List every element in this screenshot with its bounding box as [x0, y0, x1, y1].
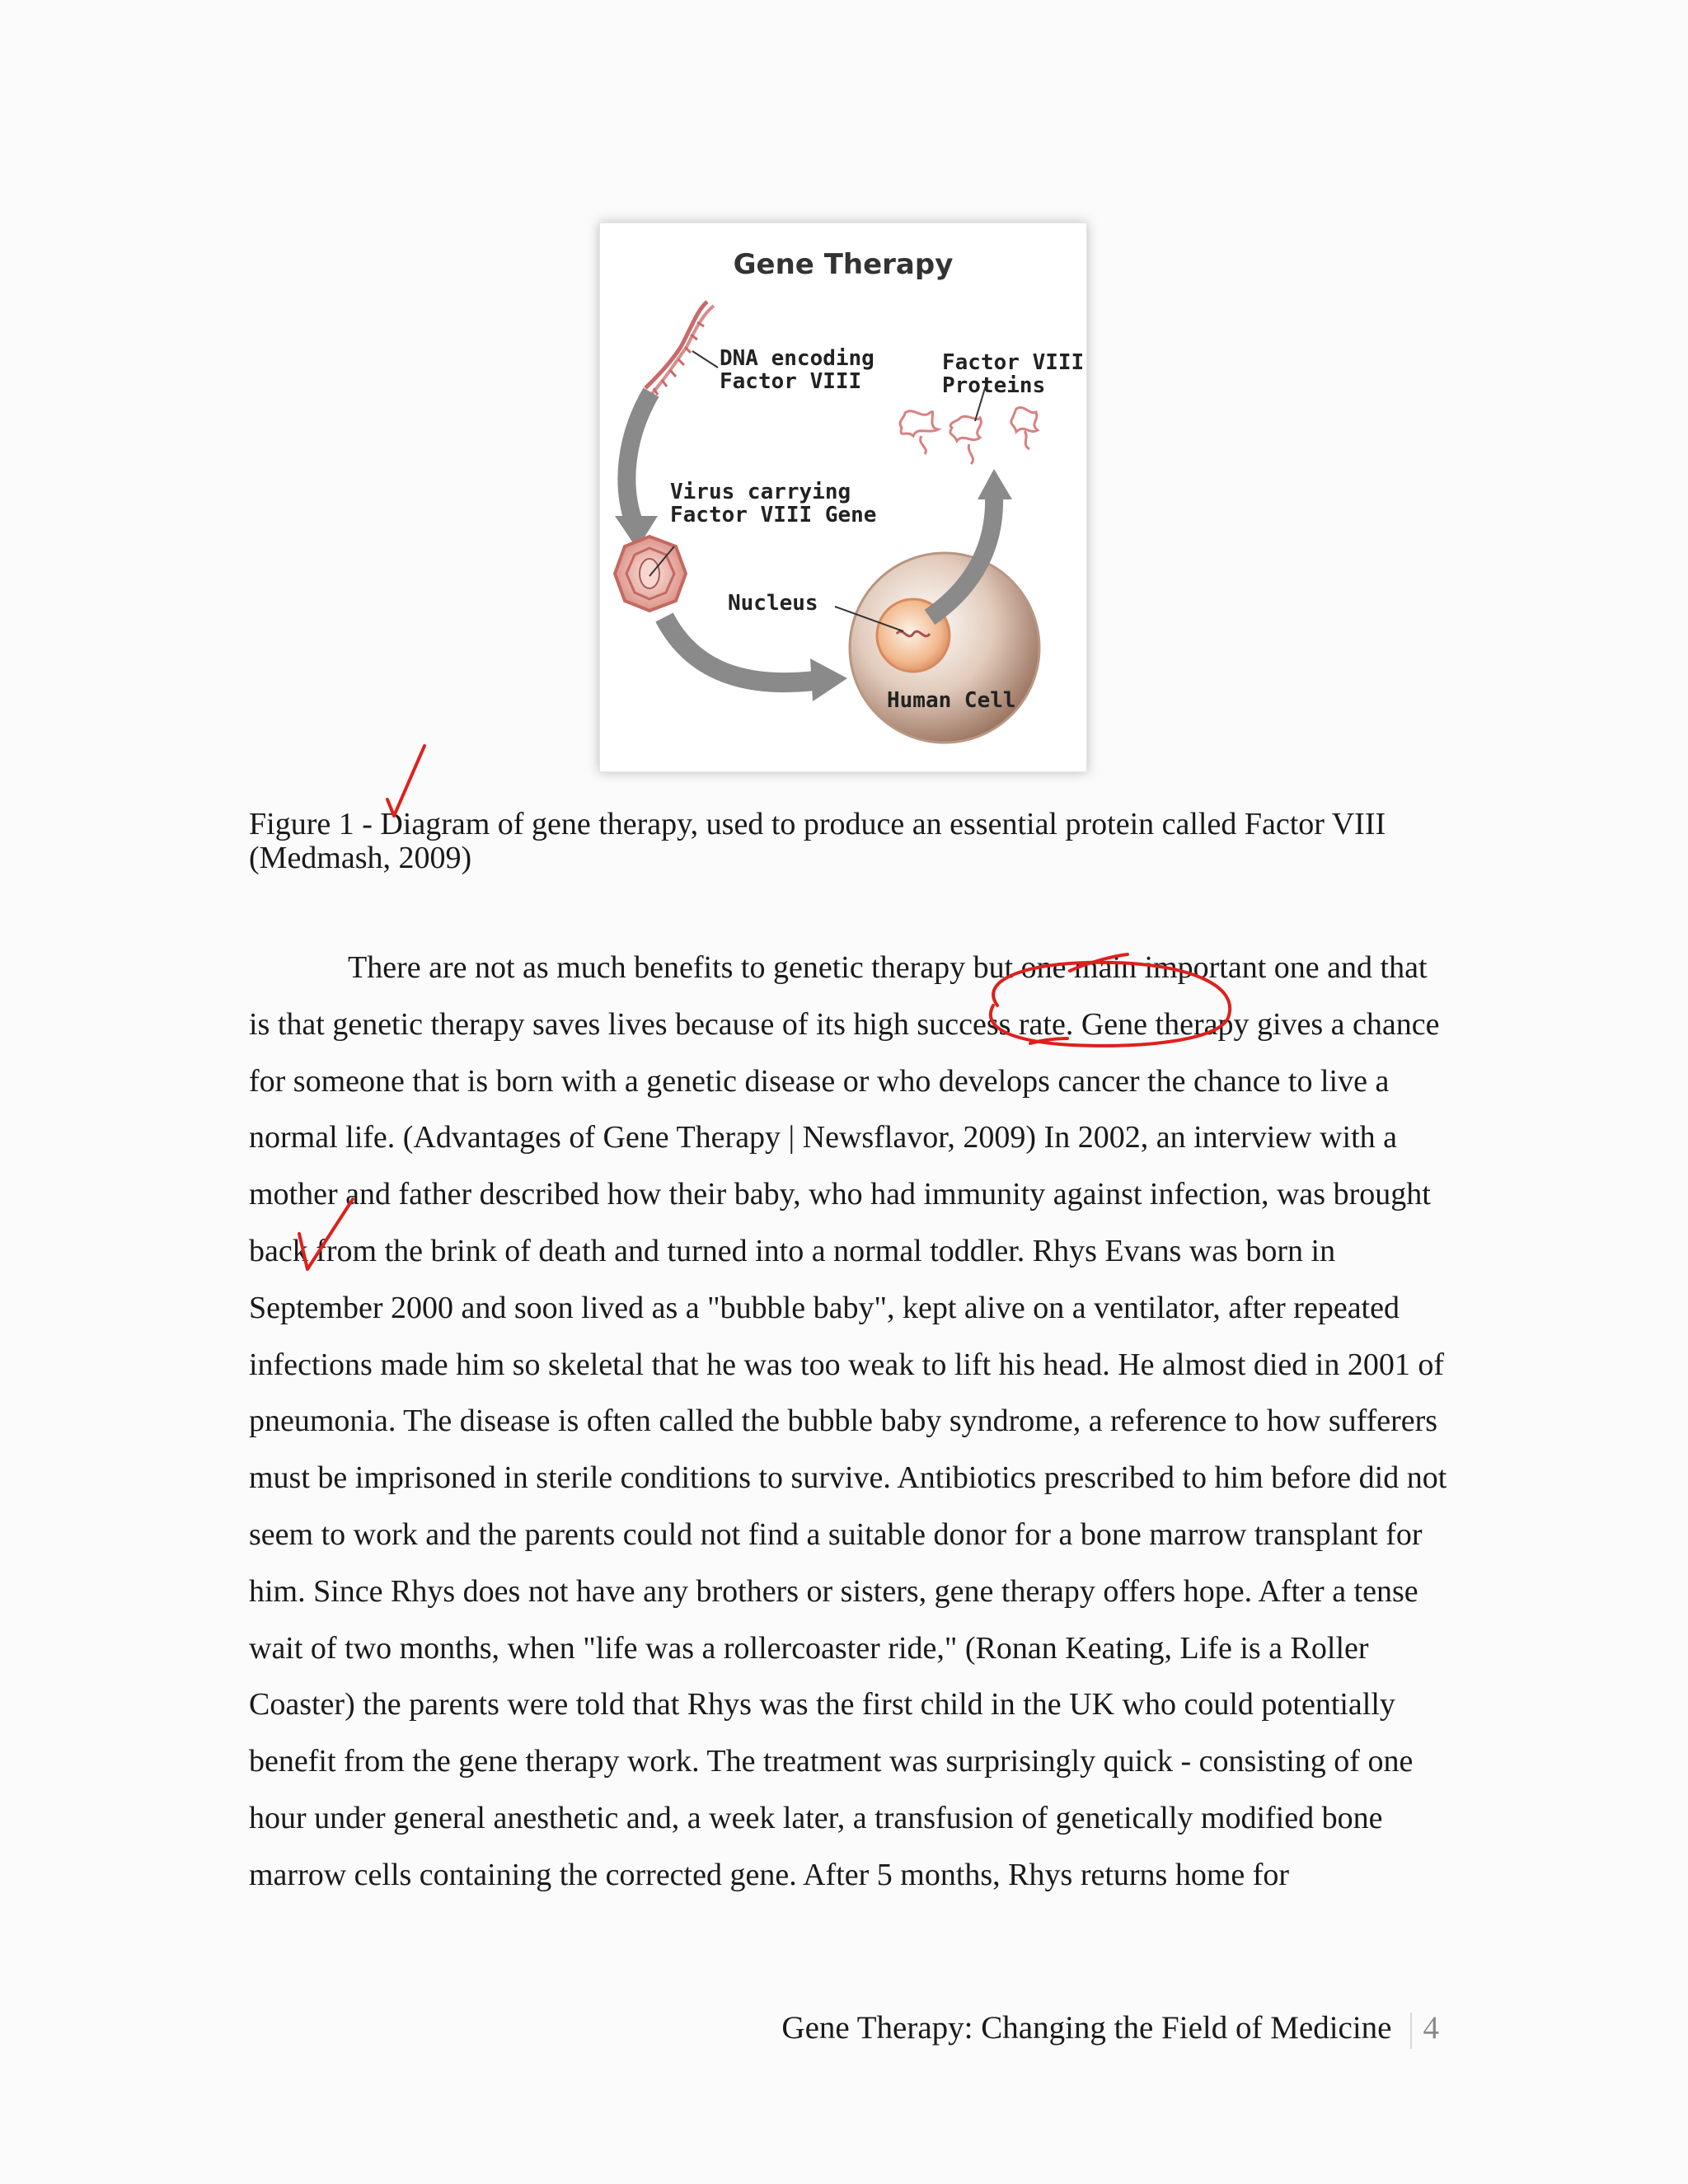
body-paragraph: There are not as much benefits to genetic therapy but one main important one and that is that genetic therapy saves lives because of its high success rate. Gene therapy gives a chance for someone that is born with a genetic disease or who develops cancer the chance to live a normal life. (Advantages of Gene Therapy | Newsflavor, 2009) In 2002, an interview with a mother and father described how their baby, who had immunity against infection, was brought back from the brink of death and turned into a normal toddler. Rhys Evans was born in September 2000 and soon lived as a "bubble baby", kept alive on a ventilator, after repeated infections made him so skeletal that he was too weak to lift his head. He almost died in 2001 of pneumonia. The disease is often called the bubble baby syndrome, a reference to how sufferers must be imprisoned in sterile conditions to survive. Antibiotics prescribed to him before did not seem to work and the parents could not find a suitable donor for a bone marrow transplant for him. Since Rhys does not have any brothers or sisters, gene therapy offers hope. After a tense wait of two months, when "life was a rollercoaster ride," (Ronan Keating, Life is a Roller Coaster) the parents were told that Rhys was the first child in the UK who could potentially benefit from the gene therapy work. The treatment was surprisingly quick - consisting of one hour under general anesthetic and, a week later, a transfusion of genetically modified bone marrow cells containing the corrected gene. After 5 months, Rhys returns home for — [249, 950, 1447, 1892]
human-cell-icon — [835, 553, 1039, 743]
label-nucleus: Nucleus — [728, 591, 818, 616]
arrow-virus-to-cell-icon — [664, 617, 847, 701]
figure-title: Gene Therapy — [733, 248, 954, 281]
check-mark-icon — [387, 746, 424, 816]
page-footer — [0, 2008, 1439, 2049]
label-human-cell: Human Cell — [887, 688, 1016, 713]
label-dna: DNA encoding Factor VIII — [720, 346, 874, 394]
gene-therapy-figure — [599, 223, 1087, 772]
label-proteins: Factor VIII Proteins — [942, 350, 1085, 398]
virus-icon — [615, 537, 686, 611]
label-virus: Virus carrying Factor VIII Gene — [670, 480, 877, 527]
page-number: 4 — [1423, 2010, 1439, 2046]
dna-strand-icon — [645, 302, 718, 396]
footer-title: Gene Therapy: Changing the Field of Medicine — [781, 2010, 1392, 2046]
arrow-dna-to-virus-icon — [615, 392, 658, 549]
figure-caption: Figure 1 - Diagram of gene therapy, used to produce an essential protein called Factor VIII (Medmash, 2009) — [249, 807, 1386, 875]
footer-divider — [1410, 2013, 1412, 2049]
